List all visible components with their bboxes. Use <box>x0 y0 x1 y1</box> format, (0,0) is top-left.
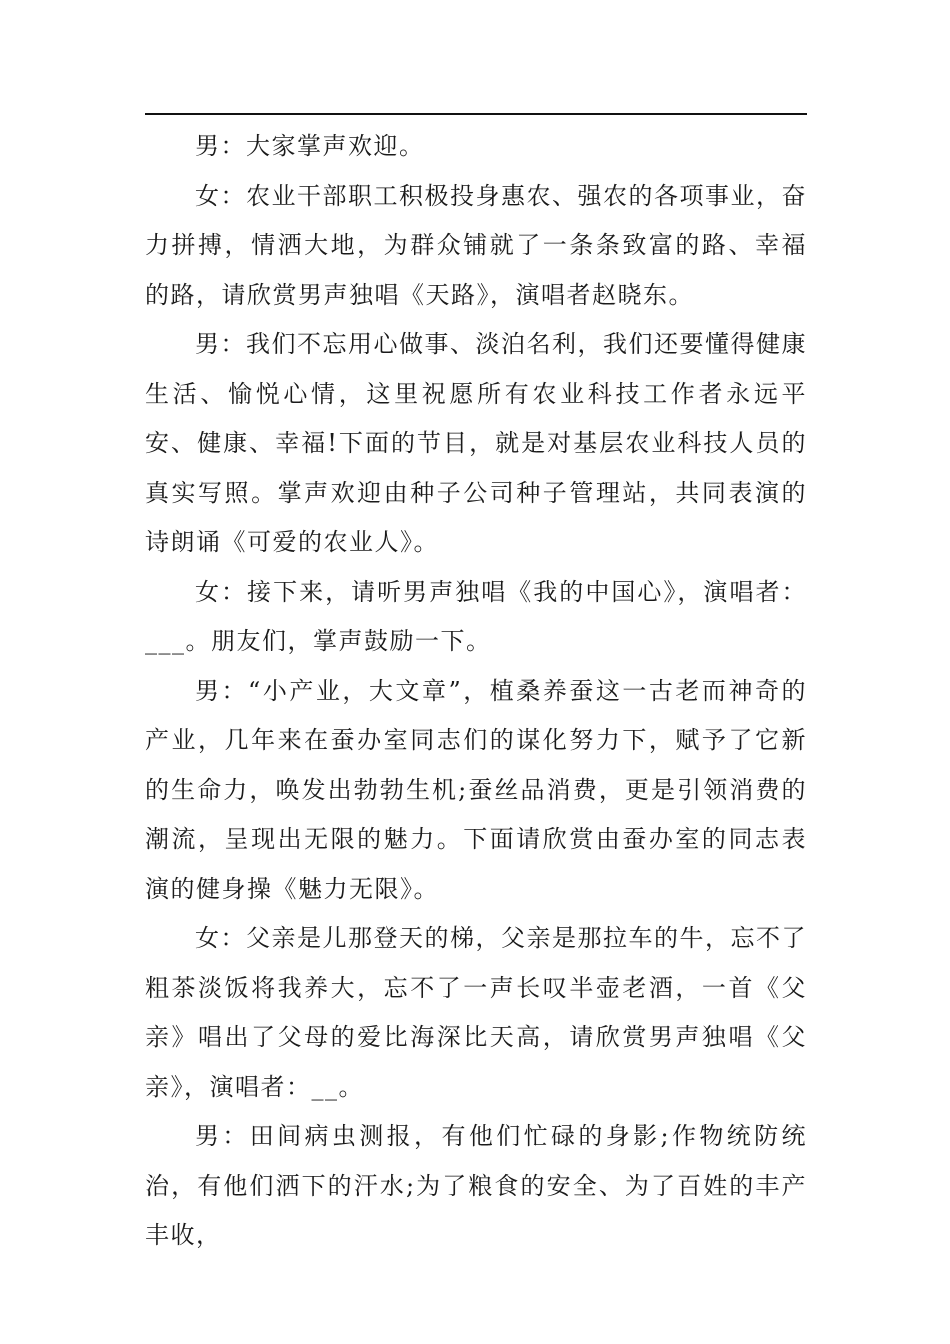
paragraph-6: 女：父亲是儿那登天的梯，父亲是那拉车的牛，忘不了粗茶淡饭将我养大，忘不了一声长叹半壶老酒，一首《父亲》唱出了父母的爱比海深比天高，请欣赏男声独唱《父亲》，演唱者：__。 <box>145 924 807 1101</box>
paragraph-7: 男：田间病虫测报，有他们忙碌的身影;作物统防统治，有他们洒下的汗水;为了粮食的安全、为了百姓的丰产丰收， <box>145 1122 807 1249</box>
paragraph-1: 男：大家掌声欢迎。 <box>195 132 425 160</box>
paragraph-5: 男：“小产业，大文章”，植桑养蚕这一古老而神奇的产业，几年来在蚕办室同志们的谋化努力下，赋予了它新的生命力，唤发出勃勃生机;蚕丝品消费，更是引领消费的潮流，呈现出无限的魅力。下面请欣赏由蚕办室的同志表演的健身操《魅力无限》。 <box>145 676 807 903</box>
paragraph-3: 男：我们不忘用心做事、淡泊名利，我们还要懂得健康生活、愉悦心情，这里祝愿所有农业科技工作者永远平安、健康、幸福!下面的节目，就是对基层农业科技人员的真实写照。掌声欢迎由种子公司种子管理站，共同表演的诗朗诵《可爱的农业人》。 <box>145 330 807 556</box>
document-body <box>145 122 807 1261</box>
paragraph-4: 女：接下来，请听男声独唱《我的中国心》，演唱者：___。朋友们，掌声鼓励一下。 <box>145 577 807 655</box>
paragraph-2: 女：农业干部职工积极投身惠农、强农的各项事业，奋力拼搏，情洒大地，为群众铺就了一条条致富的路、幸福的路，请欣赏男声独唱《天路》，演唱者赵晓东。 <box>145 181 807 309</box>
header-rule <box>145 113 807 115</box>
